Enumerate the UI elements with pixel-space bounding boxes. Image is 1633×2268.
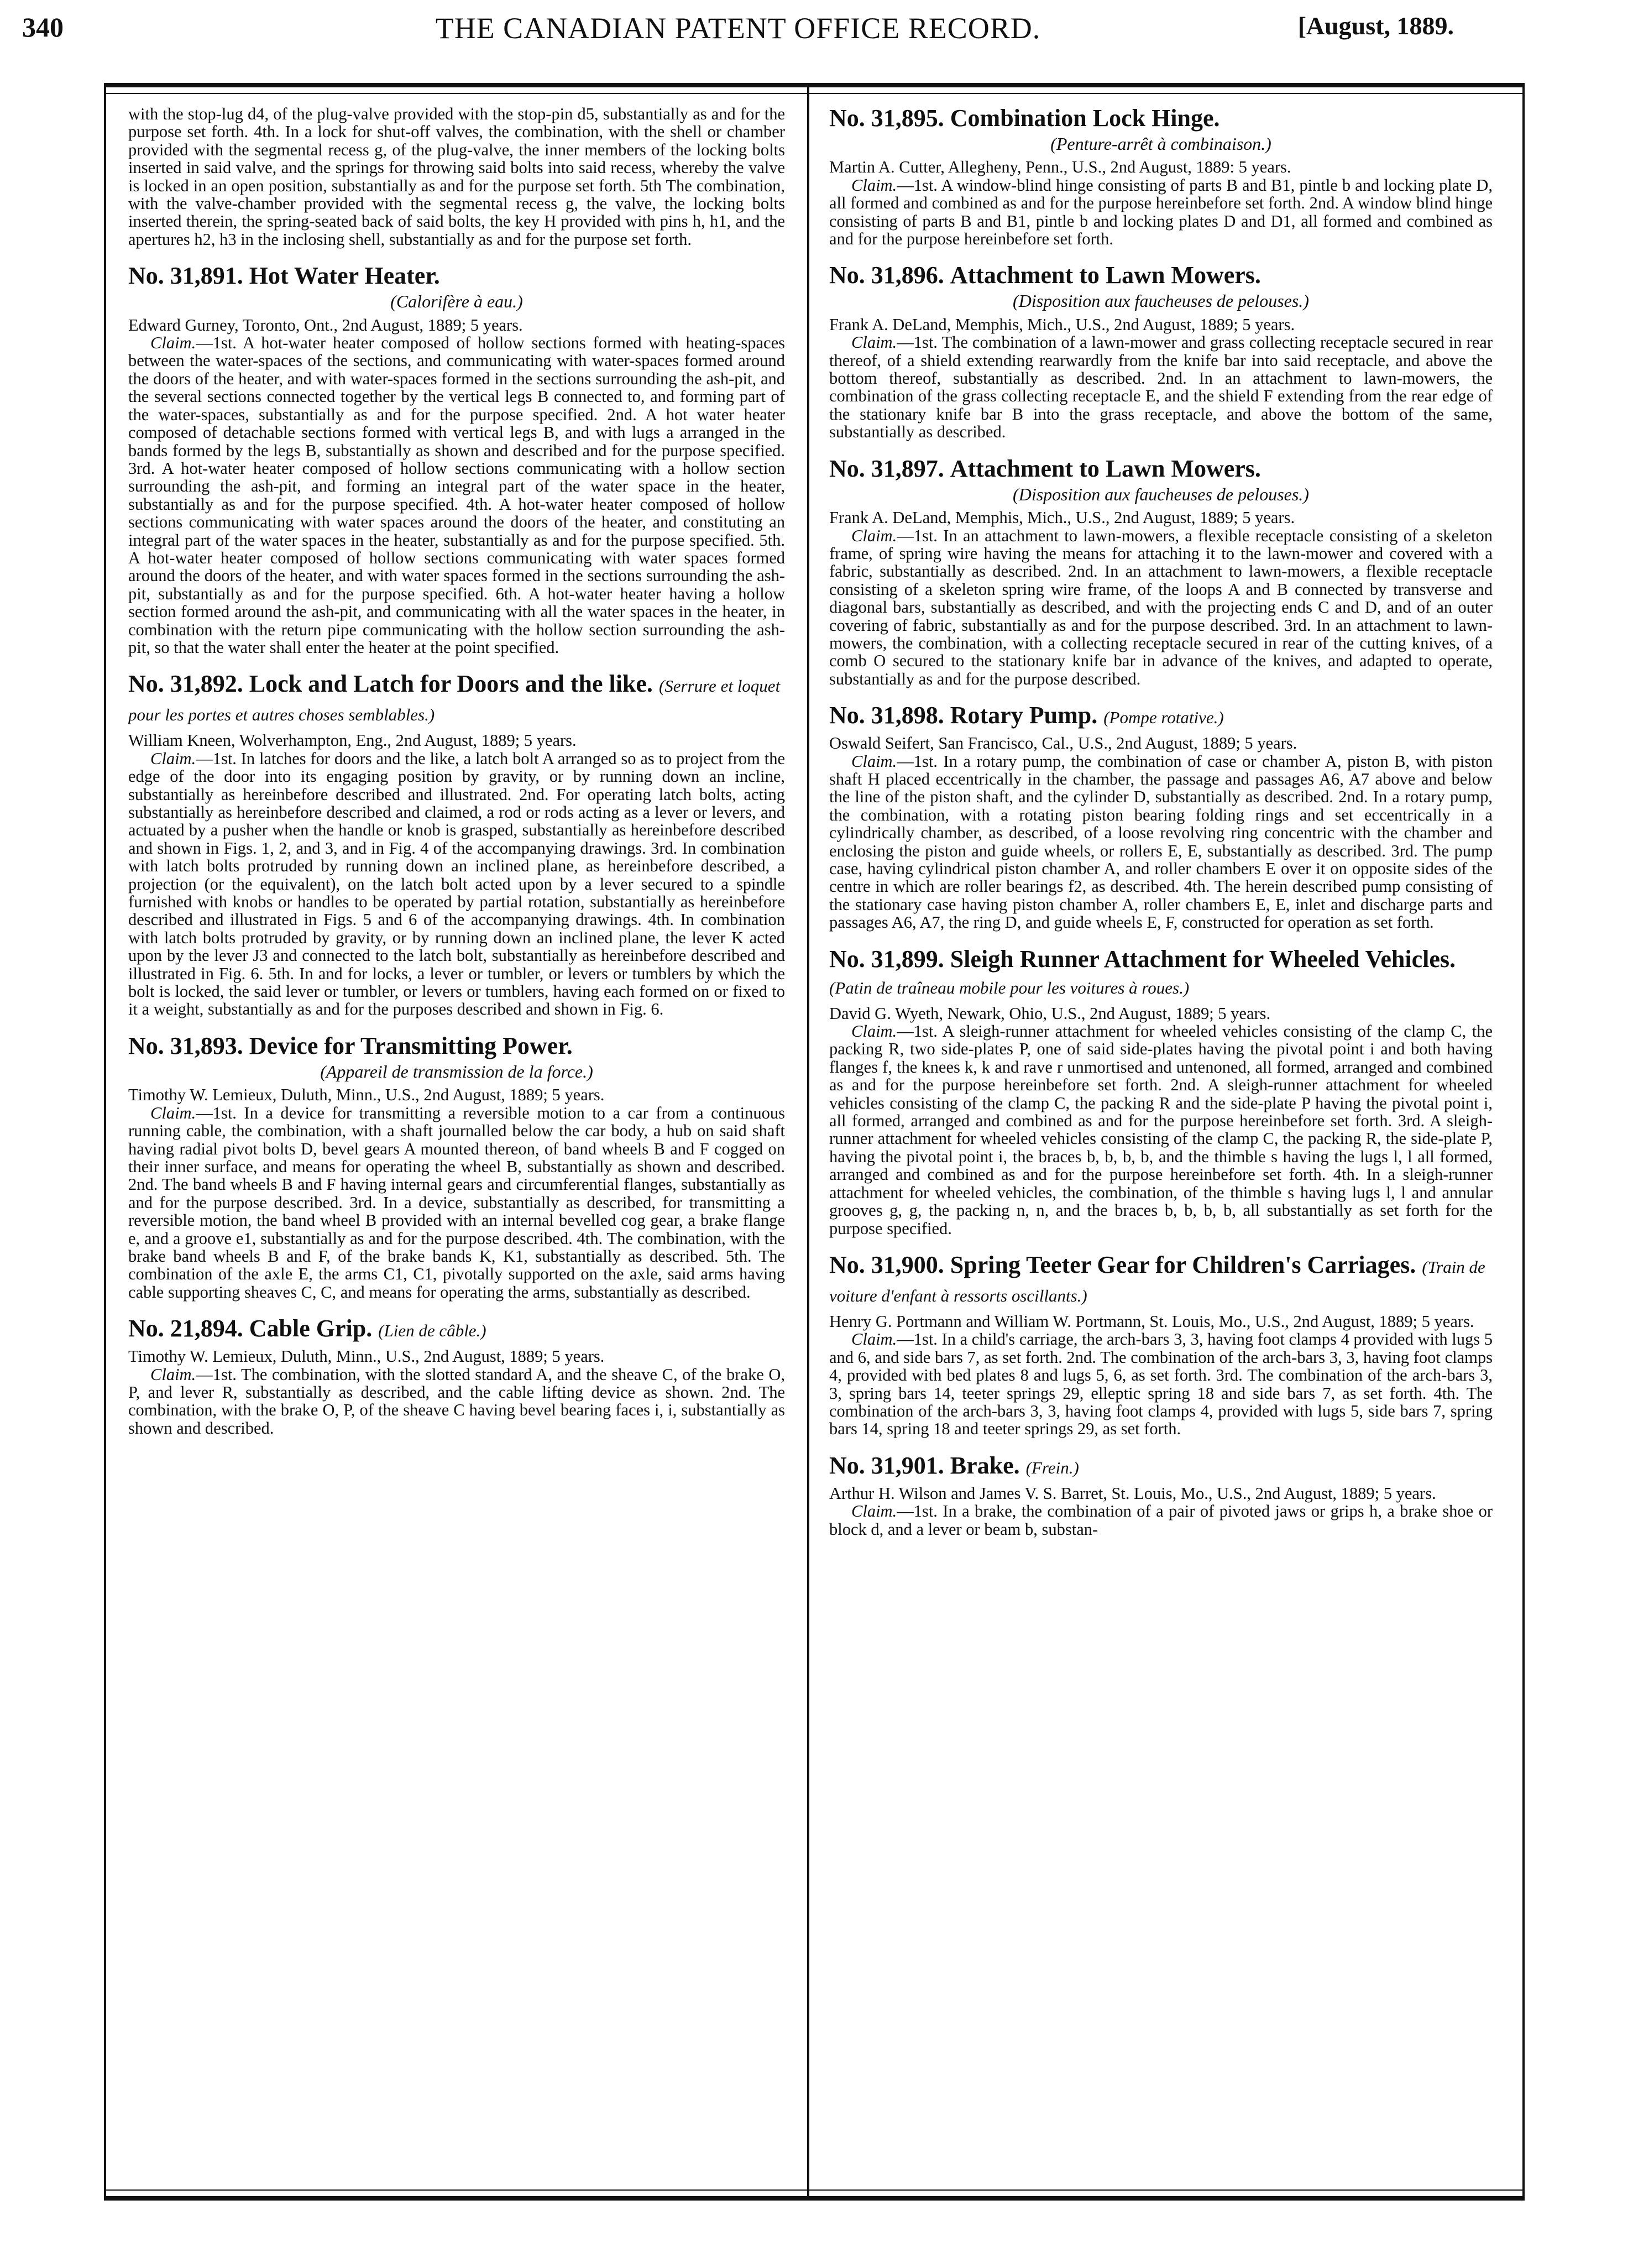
- patent-name: Sleigh Runner Attachment for Wheeled Vehicles.: [950, 945, 1456, 973]
- claim-text: [829, 527, 1493, 688]
- continuation-text: with the stop-lug d4, of the plug-valve provided with the stop-pin d5, substantially as and for the purpose set forth. 4th. In a lock for shut-off valves, the combination, with the shell or chamber provided with the segmental recess g, of the plug-valve, the inner members of the locking bolts inserted in said valve, and the springs for throwing said bolts into said recess, whereby the valve is locked in an open position, substantially as and for the purpose set forth. 5th The combination, with the valve-chamber provided with the segmental recess g, the valve, the locking bolts inserted therein, the spring-seated back of said bolts, the key H provided with pins h, h1, and the apertures h2, h3 in the inclosing shell, substantially as and for the purpose set forth.: [128, 105, 785, 249]
- french-title: (Disposition aux faucheuses de pelouses.): [1013, 291, 1309, 311]
- french-title: (Penture-arrêt à combinaison.): [1050, 134, 1271, 154]
- claim-text: [829, 1330, 1493, 1438]
- patent-heading: [128, 263, 785, 289]
- patent-number: No. 31,891.: [128, 262, 243, 290]
- patent-31891: [128, 263, 785, 656]
- patent-number: No. 31,897.: [829, 454, 944, 482]
- claim-text: [829, 333, 1493, 441]
- claim-body: —1st. The combination, with the slotted standard A, and the sheave C, of the brake O, P, and lever R, substantially as described, and the cable lifting device as shown. 2nd. The combination, with the brake O, P, of the sheave C having bevel bearing faces i, i, substantially as shown and described.: [128, 1365, 785, 1438]
- claim-text: [128, 334, 785, 656]
- patent-heading: [128, 1315, 785, 1344]
- patent-heading: [829, 262, 1493, 289]
- patent-heading: [829, 702, 1493, 731]
- patent-number: No. 31,892.: [128, 670, 243, 698]
- claim-label: Claim.: [150, 749, 196, 768]
- french-title: (Train de voiture d'enfant à ressorts oscillants.): [829, 1257, 1485, 1305]
- claim-text: [128, 1366, 785, 1438]
- claim-body: —1st. A sleigh-runner attachment for wheeled vehicles consisting of the clamp C, the packing R, two side-plates P, one of said side-plates having the pivotal point i and both having flanges f, the knees k, k and rave r unmortised and untenoned, all formed, arranged and combined as and for the purpose hereinbefore set forth. 2nd. A sleigh-runner attachment for wheeled vehicles consisting of the clamp C, the packing R and the side-plate P having the pivotal point i, all formed, arranged and combined as and for the purpose hereinbefore set forth. 3rd. A sleigh-runner attachment for wheeled vehicles consisting of the clamp C, the packing R, the side-plate P, having the pivotal point i, the braces b, b, b, b, and the thimble s having the lugs l, l all formed, arranged and combined as and for the purpose hereinbefore set forth. 4th. In a sleigh-runner attachment for wheeled vehicles, the combination, of the thimble s having lugs l, l and annular grooves g, g, the packing n, n, and the braces b, b, b, b, all substantially as set forth for the purpose specified.: [829, 1022, 1493, 1238]
- journal-title: THE CANADIAN PATENT OFFICE RECORD.: [435, 12, 1041, 45]
- patent-31895: [829, 105, 1493, 248]
- claim-text: [128, 750, 785, 1018]
- right-column: [829, 105, 1493, 2189]
- claim-label: Claim.: [851, 1502, 897, 1521]
- patent-heading: [829, 456, 1493, 482]
- claim-text: [829, 1502, 1493, 1538]
- french-title: (Calorifère à eau.): [390, 291, 523, 312]
- french-title: (Patin de traîneau mobile pour les voitures à roues.): [829, 978, 1190, 997]
- claim-label: Claim.: [851, 333, 897, 352]
- french-title: (Serrure et loquet pour les portes et autres choses semblables.): [128, 676, 781, 725]
- claim-body: —1st. In a device for transmitting a reversible motion to a car from a continuous running cable, the combination, with a shaft journalled below the car body, a hub on said shaft having radial pivot bolts D, bevel gears A mounted thereon, of band wheels B and F cogged on their inner surface, and means for operating the wheel B, substantially as shown and described. 2nd. The band wheels B and F having internal gears and circumferential flanges, substantially as and for the purpose described. 3rd. In a device, substantially as described, for transmitting a reversible motion, the band wheel B provided with an internal bevelled cog gear, a brake flange e, and a groove e1, substantially as and for the purpose described. 4th. The combination, with the brake band wheels B and F, of the brake bands K, K1, substantially as described. 5th. The combination of the axle E, the arms C1, C1, pivotally supported on the axle, said arms having cable supporting sheaves C, C, and means for operating the arms, substantially as described.: [128, 1103, 785, 1302]
- page-number: 340: [22, 12, 64, 43]
- claim-text: [829, 1022, 1493, 1237]
- patent-number: No. 31,901.: [829, 1451, 944, 1479]
- patent-31899: [829, 946, 1493, 1237]
- patent-31901: [829, 1452, 1493, 1538]
- claim-text: [829, 176, 1493, 248]
- inventor-line: Martin A. Cutter, Allegheny, Penn., U.S., 2nd August, 1889: 5 years.: [829, 158, 1291, 177]
- patent-name: Attachment to Lawn Mowers.: [950, 262, 1261, 289]
- claim-text: [128, 1104, 785, 1301]
- claim-label: Claim.: [851, 1330, 897, 1349]
- patent-31892: [128, 671, 785, 1018]
- patent-number: No. 31,898.: [829, 702, 944, 729]
- left-column: [128, 105, 785, 2189]
- inventor-line: Frank A. DeLand, Memphis, Mich., U.S., 2nd August, 1889; 5 years.: [829, 315, 1295, 334]
- continuation-block: [128, 105, 785, 248]
- patent-name: Brake.: [950, 1451, 1020, 1479]
- patent-21894: [128, 1315, 785, 1437]
- inventor-line: David G. Wyeth, Newark, Ohio, U.S., 2nd August, 1889; 5 years.: [829, 1004, 1271, 1023]
- column-divider: [807, 83, 809, 2201]
- claim-body: —1st. In a rotary pump, the combination of case or chamber A, piston B, with piston shaft H placed eccentrically in the chamber, the passage and passages A6, A7 above and below the line of the piston shaft, and the cylinder D, substantially as described. 2nd. In a rotary pump, the combination, with a rotating piston bearing folding rings and set eccentrically in a cylindrically chamber, as described, of a loose revolving ring concentric with the chamber and enclosing the piston and guide wheels, or rollers E, E, substantially as described. 3rd. The pump case, having cylindrical piston chamber A, and roller chambers E over it on opposite sides of the centre in which are roller bearings f2, as described. 4th. The herein described pump consisting of the stationary case having piston chamber A, roller chambers E, E, inlet and discharge parts and passages A6, A7, the ring D, and guide wheels E, F, constructed for operation as set forth.: [829, 751, 1493, 932]
- patent-31897: [829, 456, 1493, 688]
- patent-heading: [829, 1252, 1493, 1309]
- patent-31900: [829, 1252, 1493, 1438]
- patent-number: No. 31,900.: [829, 1251, 944, 1278]
- patent-name: Device for Transmitting Power.: [249, 1032, 573, 1059]
- patent-name: Combination Lock Hinge.: [950, 105, 1220, 132]
- claim-label: Claim.: [851, 526, 897, 545]
- inventor-line: Frank A. DeLand, Memphis, Mich., U.S., 2nd August, 1889; 5 years.: [829, 508, 1295, 527]
- claim-label: Claim.: [851, 175, 897, 195]
- french-title: (Pompe rotative.): [1103, 708, 1224, 728]
- patent-heading: [829, 946, 1493, 1001]
- patent-number: No. 31,893.: [128, 1032, 243, 1059]
- patent-name: Rotary Pump.: [950, 702, 1098, 729]
- issue-date: [August, 1889.: [1297, 12, 1454, 40]
- patent-number: No. 31,899.: [829, 945, 944, 973]
- patent-number: No. 31,896.: [829, 262, 944, 289]
- patent-number: No. 31,895.: [829, 105, 944, 132]
- patent-heading: [128, 1033, 785, 1059]
- patent-name: Hot Water Heater.: [249, 262, 440, 290]
- claim-label: Claim.: [851, 751, 897, 771]
- inventor-line: Henry G. Portmann and William W. Portmann, St. Louis, Mo., U.S., 2nd August, 1889; 5 years.: [829, 1311, 1474, 1331]
- inventor-line: Oswald Seifert, San Francisco, Cal., U.S., 2nd August, 1889; 5 years.: [829, 734, 1297, 753]
- patent-31893: [128, 1033, 785, 1301]
- claim-body: —1st. In latches for doors and the like, a latch bolt A arranged so as to project from the edge of the door into its engaging position by gravity, or by running down an incline, substantially as hereinbefore described and illustrated. 2nd. For operating latch bolts, acting substantially as hereinbefore described and claimed, a rod or rods acting as a lever or levers, and actuated by a pusher when the handle or knob is grasped, substantially as hereinbefore described and shown in Figs. 1, 2, and 3, and in Fig. 4 of the accompanying drawings. 3rd. In combination with latch bolts protruded by running down an inclined plane, as hereinbefore described, a projection (or the equivalent), on the latch bolt acted upon by a lever secured to a spindle furnished with knobs or handles to be operated by partial rotation, substantially as hereinbefore described and illustrated in Figs. 5 and 6 of the accompanying drawings. 4th. In combination with latch bolts protruded by gravity, or by running down an inclined plane, the lever K acted upon by the lever J3 and connected to the latch bolt, substantially as hereinbefore described and illustrated in Fig. 6. 5th. In and for locks, a lever or tumbler, or levers or tumblers by which the bolt is locked, the said lever or tumbler, or levers or tumblers, having each formed on or fixed to it a weight, substantially as and for the purposes described and shown in Fig. 6.: [128, 749, 785, 1019]
- french-title: (Disposition aux faucheuses de pelouses.): [1013, 484, 1309, 504]
- patent-heading: [128, 671, 785, 728]
- patent-31898: [829, 702, 1493, 931]
- patent-name: Attachment to Lawn Mowers.: [950, 454, 1261, 482]
- patent-name: Cable Grip.: [249, 1315, 373, 1342]
- inventor-line: William Kneen, Wolverhampton, Eng., 2nd August, 1889; 5 years.: [128, 731, 577, 750]
- claim-body: —1st. A window-blind hinge consisting of parts B and B1, pintle b and locking plate D, all formed and combined as and for the purpose hereinbefore set forth. 2nd. A window blind hinge consisting of parts B and B1, pintle b and locking plates D and D1, all formed and combined as and for the purpose hereinbefore set forth.: [829, 175, 1493, 249]
- claim-label: Claim.: [851, 1022, 897, 1041]
- claim-label: Claim.: [150, 1103, 196, 1122]
- patent-number: No. 21,894.: [128, 1315, 243, 1342]
- patent-heading: [829, 105, 1493, 132]
- patent-name: Spring Teeter Gear for Children's Carriages.: [950, 1251, 1416, 1278]
- claim-text: [829, 752, 1493, 932]
- inventor-line: Edward Gurney, Toronto, Ont., 2nd August, 1889; 5 years.: [128, 315, 523, 335]
- french-title: (Frein.): [1025, 1457, 1079, 1477]
- claim-body: —1st. In a brake, the combination of a pair of pivoted jaws or grips h, a brake shoe or block d, and a lever or beam b, substan-: [829, 1502, 1493, 1539]
- claim-label: Claim.: [150, 333, 196, 353]
- french-title: (Appareil de transmission de la force.): [320, 1061, 593, 1081]
- claim-body: —1st. In an attachment to lawn-mowers, a flexible receptacle consisting of a skeleton frame, of spring wire having the means for attaching it to the lawn-mower and covered with a fabric, substantially as described. 2nd. In an attachment to lawn-mowers, a flexible receptacle consisting of a skeleton spring wire frame, of the loops A and B connected by transverse and diagonal bars, substantially as described, and with the projecting ends C and D, and of an outer covering of fabric, substantially as and for the purpose described. 3rd. In an attachment to lawn-mowers, the combination, with a collecting receptacle secured in rear of the cutting knives, of a comb O secured to the stationary knife bar in advance of the knives, and adapted to operate, substantially as and for the purpose described.: [829, 526, 1493, 688]
- inventor-line: Arthur H. Wilson and James V. S. Barret, St. Louis, Mo., U.S., 2nd August, 1889; 5 years.: [829, 1483, 1436, 1503]
- inventor-line: Timothy W. Lemieux, Duluth, Minn., U.S., 2nd August, 1889; 5 years.: [128, 1347, 605, 1366]
- patent-name: Lock and Latch for Doors and the like.: [249, 670, 653, 698]
- french-title: (Lien de câble.): [378, 1321, 486, 1341]
- claim-body: —1st. The combination of a lawn-mower and grass collecting receptacle secured in rear thereof, of a shield extending rearwardly from the knife bar into said receptacle, and above the bottom thereof, substantially as described. 2nd. In an attachment to lawn-mowers, the combination of the grass collecting receptacle E, and the shield F extending from the rear edge of the stationary knife bar B into the grass receptacle, and above the bottom of the same, substantially as described.: [829, 333, 1493, 442]
- claim-body: —1st. A hot-water heater composed of hollow sections formed with heating-spaces between the water-spaces of the sections, and communicating with water-spaces formed around the doors of the heater, and with water-spaces formed in the sections surrounding the ash-pit, and the several sections connected together by the vertical legs B connected to, and forming part of the water-spaces, substantially as and for the purpose specified. 2nd. A hot water heater composed of detachable sections formed with vertical legs B, and with lugs a arranged in the bands formed by the legs B, substantially as shown and described and for the purpose specified. 3rd. A hot-water heater composed of hollow sections communicating with a hollow section surrounding the ash-pit, and forming an integral part of the water space in the heater, substantially as and for the purpose specified. 4th. A hot-water heater composed of hollow sections communicating with water spaces around the doors of the heater, and constituting an integral part of the water spaces in the heater, substantially as and for the purpose specified. 5th. A hot-water heater composed of hollow sections communicating with water spaces formed around the doors of the heater, and with water spaces formed in the sections surrounding the ash-pit, substantially as and for the purpose specified. 6th. A hot-water heater having a hollow section formed around the ash-pit, and communicating with all the water spaces in the heater, in combination with the return pipe communicating with the hollow section surrounding the ash-pit, so that the water shall enter the heater at the point specified.: [128, 333, 785, 657]
- patent-heading: [829, 1452, 1493, 1481]
- claim-body: —1st. In a child's carriage, the arch-bars 3, 3, having foot clamps 4 provided with lugs 5 and 6, and side bars 7, as set forth. 2nd. The combination of the arch-bars 3, 3, having foot clamps 4, provided with bed plates 8 and lugs 5, 6, as set forth. 3rd. The combination of the arch-bars 3, 3, spring bars 14, teeter springs 29, elleptic spring 18 and side bars 7, as set forth. 4th. The combination of the arch-bars 3, 3, having foot clamps 4, provided with lugs 5, side bars 7, spring bars 14, spring 18 and teeter springs 29, as set forth.: [829, 1330, 1493, 1439]
- claim-label: Claim.: [150, 1365, 196, 1384]
- page-header: [22, 6, 1454, 44]
- patent-31896: [829, 262, 1493, 441]
- inventor-line: Timothy W. Lemieux, Duluth, Minn., U.S., 2nd August, 1889; 5 years.: [128, 1085, 605, 1105]
